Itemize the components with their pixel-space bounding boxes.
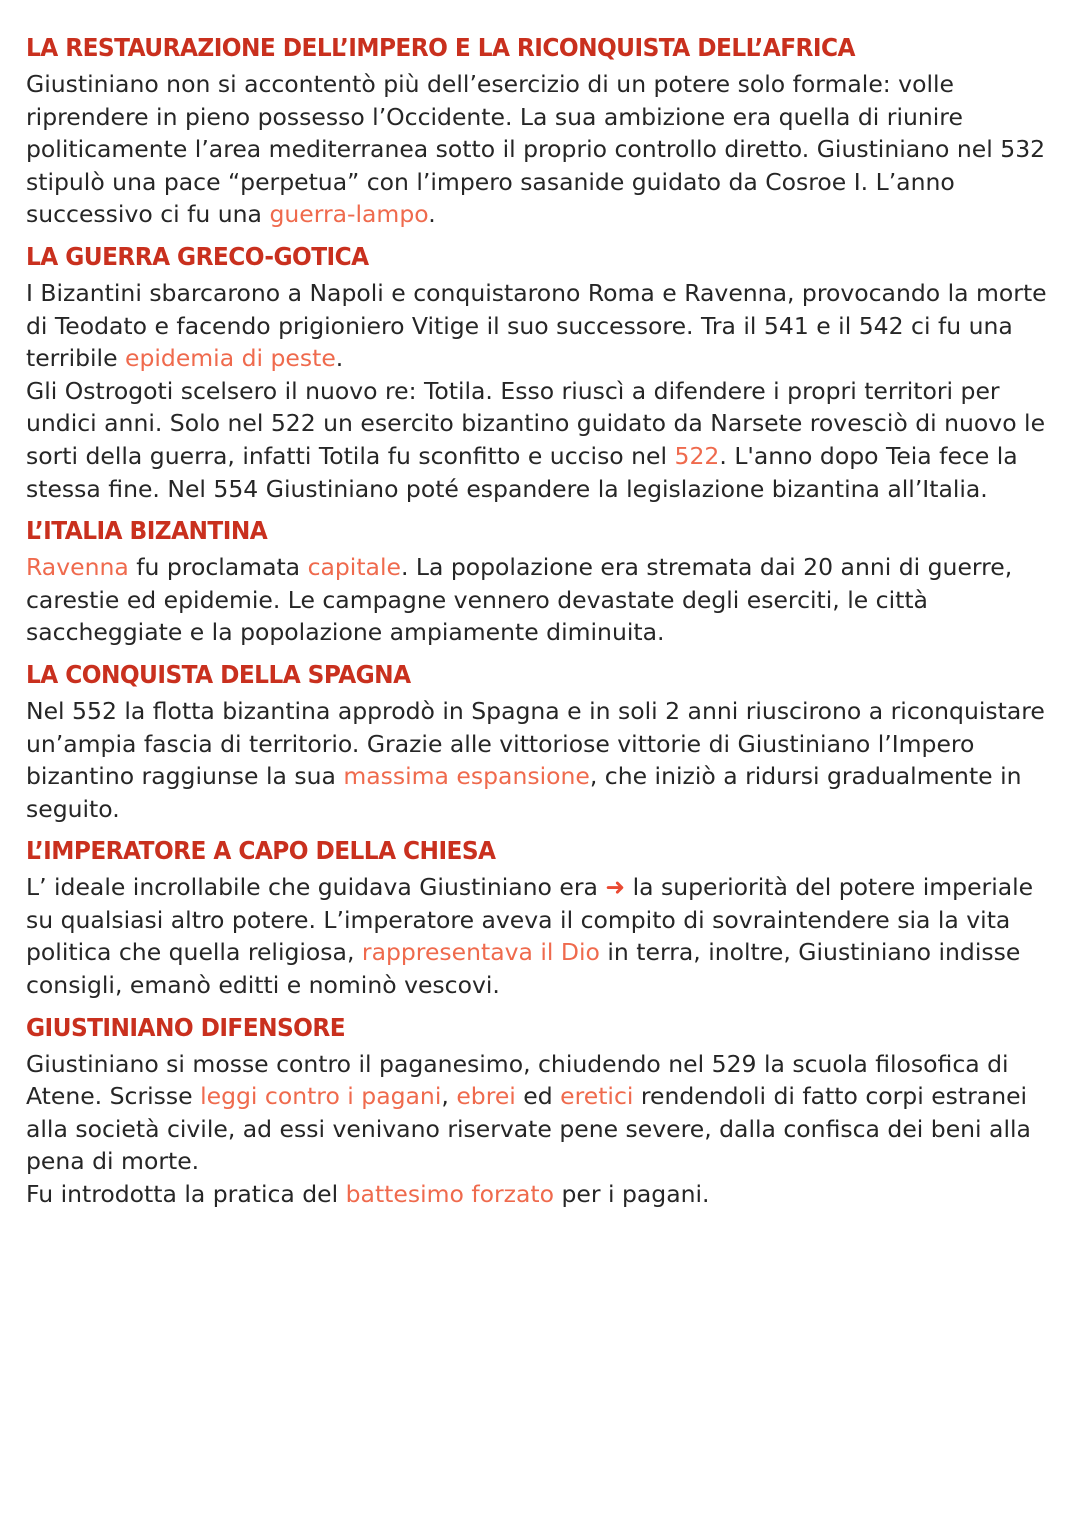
section-heading: LA GUERRA GRECO-GOTICA	[26, 241, 369, 271]
paragraph-text: , che iniziò a ridursi gradualmente in seguito.	[26, 762, 1022, 823]
highlight-term: eretici	[560, 1082, 634, 1111]
paragraph-text: L’ ideale incrollabile che guidava Giustiniano era	[26, 873, 606, 902]
paragraph-text: Giustiniano non si accontentò più dell’esercizio di un potere solo formale: volle riprendere in pieno possesso l’Occidente. La sua ambizione era quella di riunire politicamente l’area mediterranea sotto il proprio controllo diretto. Giustiniano nel 532 stipulò una pace “perpetua” con l’impero sasanide guidato da Cosroe I. L’anno successivo ci fu una	[26, 70, 1046, 229]
section-restaurazione	[26, 28, 1056, 231]
paragraph-text: Giustiniano si mosse contro il paganesimo, chiudendo nel 529 la scuola filosofica di Atene. Scrisse	[26, 1049, 1009, 1111]
paragraph-text: fu proclamata	[128, 553, 308, 582]
paragraph-text: la superiorità del potere imperiale su qualsiasi altro potere. L’imperatore aveva il compito di sovraintendere sia la vita politica che quella religiosa,	[26, 873, 1034, 967]
paragraph-text: .	[428, 200, 436, 229]
paragraph-text: . La popolazione era stremata dai 20 anni di guerre, carestie ed epidemie. Le campagne vennero devastate degli eserciti, le città saccheggiate e la popolazione ampiamente diminuita.	[26, 553, 1013, 647]
paragraph-text: ed	[515, 1082, 561, 1111]
section-giustiniano-difensore	[26, 1008, 1056, 1211]
paragraph-text: .	[335, 344, 344, 373]
paragraph-text: I Bizantini sbarcarono a Napoli e conquistarono Roma e Ravenna, provocando la morte di Teodato e facendo prigioniero Vitige il suo successore. Tra il 541 e il 542 ci fu una terribile	[26, 278, 1047, 373]
section-paragraph	[26, 1048, 1056, 1178]
section-italia-bizantina	[26, 511, 1056, 649]
section-paragraph	[26, 551, 1056, 649]
section-heading: L’ITALIA BIZANTINA	[26, 516, 268, 546]
paragraph-text: rendendoli di fatto corpi estranei alla società civile, ad essi venivano riservate pene severe, dalla confisca dei beni alla pena di morte.	[26, 1082, 1031, 1176]
section-paragraph	[26, 375, 1056, 505]
section-heading: L’IMPERATORE A CAPO DELLA CHIESA	[26, 836, 496, 866]
section-paragraph	[26, 68, 1056, 231]
highlight-term: battesimo forzato	[345, 1180, 554, 1209]
highlight-term: guerra-lampo	[269, 200, 429, 229]
highlight-term: epidemia di peste	[125, 344, 336, 373]
paragraph-text: per i pagani.	[554, 1180, 710, 1209]
section-heading: LA CONQUISTA DELLA SPAGNA	[26, 659, 411, 689]
section-paragraph	[26, 1178, 1056, 1211]
paragraph-text: ,	[441, 1082, 457, 1111]
section-heading: GIUSTINIANO DIFENSORE	[26, 1012, 346, 1042]
arrow-right-icon: ➜	[605, 873, 626, 902]
section-guerra-greco-gotica	[26, 237, 1056, 505]
highlight-term: Ravenna	[26, 553, 129, 582]
section-imperatore-chiesa	[26, 831, 1056, 1001]
highlight-term: capitale	[307, 553, 401, 582]
section-paragraph	[26, 277, 1056, 375]
section-paragraph	[26, 871, 1056, 1001]
section-heading: LA RESTAURAZIONE DELL’IMPERO E LA RICONQUISTA DELL’AFRICA	[26, 33, 855, 62]
highlight-term: massima espansione	[343, 762, 590, 791]
section-conquista-spagna	[26, 655, 1056, 825]
document-page	[26, 28, 1056, 1217]
highlight-term: ebrei	[456, 1082, 516, 1111]
paragraph-text: Nel 552 la flotta bizantina approdò in Spagna e in soli 2 anni riuscirono a riconquistare un’ampia fascia di territorio. Grazie alle vittoriose vittorie di Giustiniano l’Impero bizantino raggiunse la sua	[26, 696, 1045, 791]
paragraph-text: . L'anno dopo Teia fece la stessa fine. Nel 554 Giustiniano poté espandere la legislazione bizantina all’Italia.	[26, 441, 1018, 503]
paragraph-text: Gli Ostrogoti scelsero il nuovo re: Totila. Esso riuscì a difendere i propri territori per undici anni. Solo nel 522 un esercito bizantino guidato da Narsete rovesciò di nuovo le sorti della guerra, infatti Totila fu sconfitto e ucciso nel	[26, 376, 1046, 470]
paragraph-text: in terra, inoltre, Giustiniano indisse consigli, emanò editti e nominò vescovi.	[26, 938, 1021, 1000]
highlight-term: 522	[674, 441, 720, 470]
highlight-term: leggi contro i pagani	[200, 1082, 442, 1111]
paragraph-text: Fu introdotta la pratica del	[26, 1180, 346, 1209]
section-paragraph	[26, 695, 1056, 825]
highlight-term: rappresentava il Dio	[361, 938, 600, 967]
